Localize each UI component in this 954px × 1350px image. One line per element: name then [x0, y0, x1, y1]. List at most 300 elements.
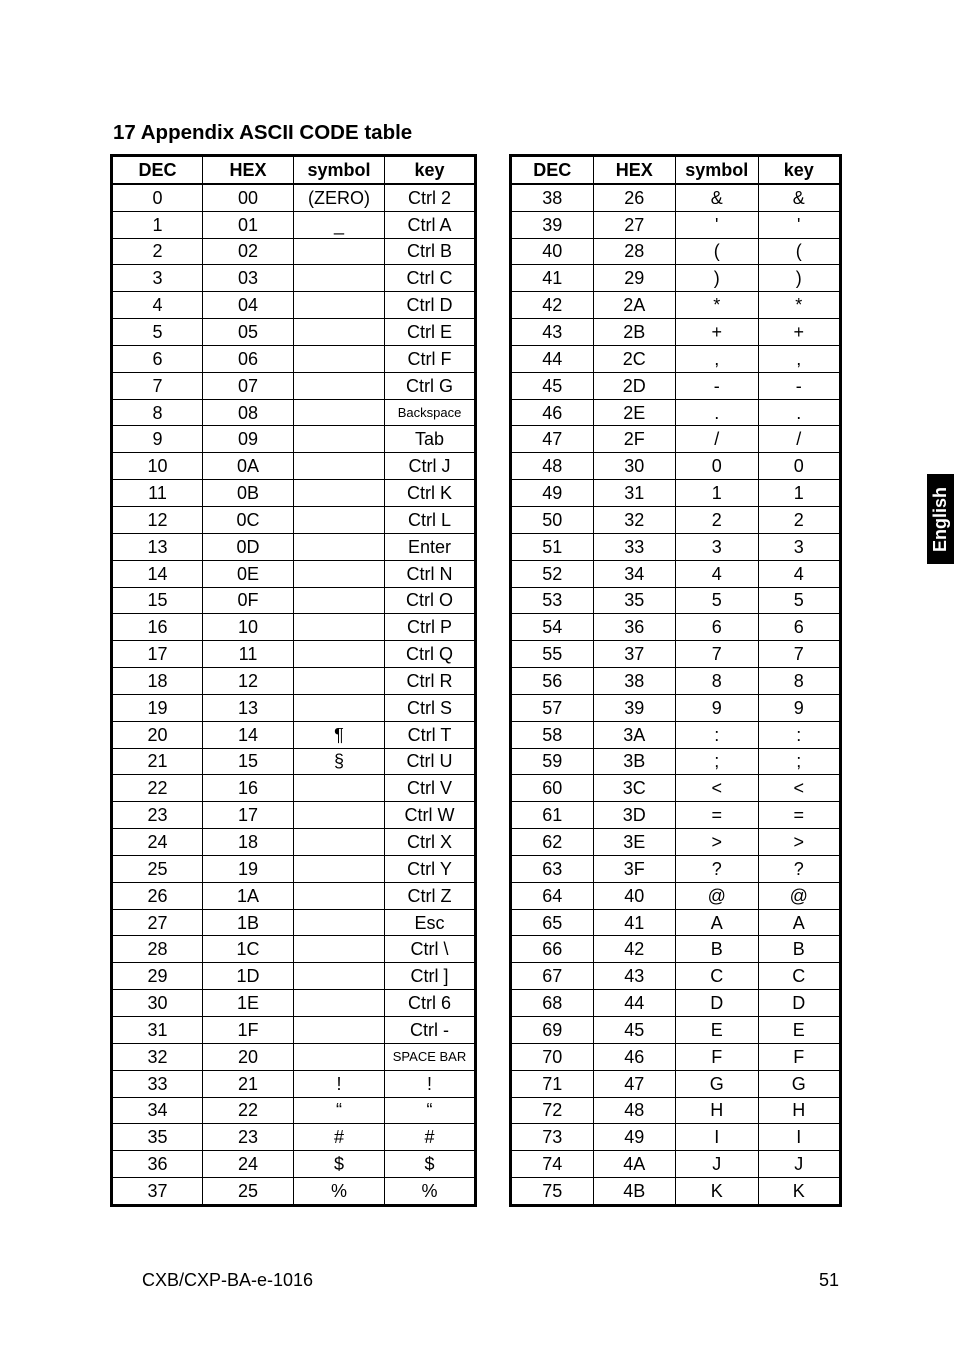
cell-hex: 0D [203, 533, 294, 560]
cell-key: ' [758, 211, 841, 238]
cell-dec: 16 [112, 614, 203, 641]
table-row [112, 963, 476, 990]
cell-hex: 3D [593, 802, 676, 829]
table-row [511, 560, 841, 587]
cell-key: 4 [758, 560, 841, 587]
cell-symbol: - [676, 372, 759, 399]
cell-key: Ctrl A [385, 211, 476, 238]
cell-dec: 30 [112, 990, 203, 1017]
table-row [112, 1124, 476, 1151]
cell-symbol: $ [294, 1151, 385, 1178]
cell-dec: 0 [112, 184, 203, 211]
cell-symbol [294, 990, 385, 1017]
cell-dec: 71 [511, 1070, 594, 1097]
cell-key: Ctrl Y [385, 855, 476, 882]
cell-key: G [758, 1070, 841, 1097]
cell-symbol [294, 963, 385, 990]
cell-dec: 1 [112, 211, 203, 238]
table-row [511, 506, 841, 533]
cell-hex: 31 [593, 480, 676, 507]
cell-dec: 45 [511, 372, 594, 399]
header-key: key [385, 156, 476, 184]
cell-key: 7 [758, 641, 841, 668]
cell-hex: 15 [203, 748, 294, 775]
table-row [112, 668, 476, 695]
cell-dec: 75 [511, 1178, 594, 1206]
cell-dec: 69 [511, 1017, 594, 1044]
cell-hex: 32 [593, 506, 676, 533]
header-dec: DEC [112, 156, 203, 184]
cell-hex: 45 [593, 1017, 676, 1044]
cell-dec: 43 [511, 319, 594, 346]
cell-key: Ctrl L [385, 506, 476, 533]
cell-hex: 07 [203, 372, 294, 399]
cell-symbol: ; [676, 748, 759, 775]
cell-key: Ctrl \ [385, 936, 476, 963]
cell-key: Esc [385, 909, 476, 936]
cell-dec: 41 [511, 265, 594, 292]
cell-hex: 47 [593, 1070, 676, 1097]
header-symbol: symbol [294, 156, 385, 184]
cell-dec: 31 [112, 1017, 203, 1044]
cell-dec: 4 [112, 292, 203, 319]
cell-dec: 19 [112, 694, 203, 721]
table-row [112, 1070, 476, 1097]
cell-symbol [294, 453, 385, 480]
cell-symbol: / [676, 426, 759, 453]
cell-hex: 27 [593, 211, 676, 238]
cell-symbol: 4 [676, 560, 759, 587]
cell-key: Ctrl G [385, 372, 476, 399]
cell-hex: 2B [593, 319, 676, 346]
cell-symbol: B [676, 936, 759, 963]
cell-dec: 65 [511, 909, 594, 936]
cell-key: I [758, 1124, 841, 1151]
cell-key: Ctrl X [385, 829, 476, 856]
cell-dec: 22 [112, 775, 203, 802]
cell-dec: 59 [511, 748, 594, 775]
ascii-table-left [110, 154, 477, 1207]
cell-dec: 23 [112, 802, 203, 829]
cell-key: Ctrl O [385, 587, 476, 614]
cell-dec: 39 [511, 211, 594, 238]
cell-key: = [758, 802, 841, 829]
cell-key: SPACE BAR [385, 1043, 476, 1070]
table-row [112, 560, 476, 587]
cell-key: 8 [758, 668, 841, 695]
cell-key: # [385, 1124, 476, 1151]
cell-key: Ctrl F [385, 345, 476, 372]
cell-symbol: : [676, 721, 759, 748]
cell-hex: 11 [203, 641, 294, 668]
language-tab-label: English [930, 486, 951, 552]
table-row [112, 426, 476, 453]
cell-symbol [294, 668, 385, 695]
cell-hex: 2A [593, 292, 676, 319]
cell-hex: 37 [593, 641, 676, 668]
cell-key: Enter [385, 533, 476, 560]
cell-dec: 72 [511, 1097, 594, 1124]
cell-key: C [758, 963, 841, 990]
cell-dec: 34 [112, 1097, 203, 1124]
cell-dec: 61 [511, 802, 594, 829]
cell-key: Ctrl N [385, 560, 476, 587]
table-row [511, 1097, 841, 1124]
cell-dec: 48 [511, 453, 594, 480]
cell-symbol: + [676, 319, 759, 346]
table-row [511, 265, 841, 292]
cell-symbol [294, 533, 385, 560]
cell-symbol: _ [294, 211, 385, 238]
cell-dec: 25 [112, 855, 203, 882]
cell-dec: 70 [511, 1043, 594, 1070]
cell-hex: 18 [203, 829, 294, 856]
cell-key: Ctrl - [385, 1017, 476, 1044]
cell-hex: 0F [203, 587, 294, 614]
cell-symbol [294, 855, 385, 882]
cell-dec: 9 [112, 426, 203, 453]
cell-hex: 0E [203, 560, 294, 587]
table-row [112, 184, 476, 211]
table-row [112, 453, 476, 480]
cell-hex: 14 [203, 721, 294, 748]
table-row [511, 829, 841, 856]
cell-key: / [758, 426, 841, 453]
cell-key: 9 [758, 694, 841, 721]
cell-key: Ctrl C [385, 265, 476, 292]
cell-symbol [294, 775, 385, 802]
cell-symbol [294, 829, 385, 856]
cell-dec: 28 [112, 936, 203, 963]
cell-dec: 62 [511, 829, 594, 856]
cell-key: Tab [385, 426, 476, 453]
table-row [511, 855, 841, 882]
cell-hex: 1C [203, 936, 294, 963]
cell-key: Ctrl Q [385, 641, 476, 668]
header-row [511, 156, 841, 184]
cell-hex: 36 [593, 614, 676, 641]
cell-symbol: > [676, 829, 759, 856]
cell-dec: 66 [511, 936, 594, 963]
cell-hex: 3B [593, 748, 676, 775]
cell-key: Ctrl V [385, 775, 476, 802]
cell-symbol [294, 265, 385, 292]
cell-dec: 53 [511, 587, 594, 614]
cell-hex: 13 [203, 694, 294, 721]
cell-hex: 2D [593, 372, 676, 399]
cell-symbol [294, 694, 385, 721]
cell-key: : [758, 721, 841, 748]
cell-key: Ctrl T [385, 721, 476, 748]
table-row [511, 319, 841, 346]
cell-key: 3 [758, 533, 841, 560]
cell-hex: 04 [203, 292, 294, 319]
cell-symbol: . [676, 399, 759, 426]
cell-dec: 32 [112, 1043, 203, 1070]
cell-key: Ctrl P [385, 614, 476, 641]
table-body-left [112, 184, 476, 1206]
cell-hex: 4B [593, 1178, 676, 1206]
cell-symbol: ' [676, 211, 759, 238]
cell-symbol: § [294, 748, 385, 775]
cell-hex: 1B [203, 909, 294, 936]
cell-symbol: ! [294, 1070, 385, 1097]
table-row [511, 1070, 841, 1097]
cell-key: Ctrl ] [385, 963, 476, 990]
table-row [112, 1043, 476, 1070]
cell-key: @ [758, 882, 841, 909]
cell-dec: 60 [511, 775, 594, 802]
table-row [112, 211, 476, 238]
cell-dec: 68 [511, 990, 594, 1017]
cell-symbol: 1 [676, 480, 759, 507]
cell-symbol: F [676, 1043, 759, 1070]
cell-symbol: ( [676, 238, 759, 265]
cell-symbol [294, 319, 385, 346]
table-row [112, 641, 476, 668]
cell-symbol [294, 614, 385, 641]
cell-hex: 29 [593, 265, 676, 292]
cell-key: 5 [758, 587, 841, 614]
cell-key: > [758, 829, 841, 856]
table-row [112, 802, 476, 829]
cell-key: Ctrl 6 [385, 990, 476, 1017]
cell-dec: 6 [112, 345, 203, 372]
table-row [112, 694, 476, 721]
table-row [112, 1097, 476, 1124]
cell-key: 2 [758, 506, 841, 533]
cell-key: ) [758, 265, 841, 292]
table-row [112, 936, 476, 963]
cell-key: Ctrl R [385, 668, 476, 695]
cell-symbol [294, 936, 385, 963]
cell-symbol [294, 345, 385, 372]
cell-dec: 33 [112, 1070, 203, 1097]
cell-symbol: & [676, 184, 759, 211]
cell-hex: 2C [593, 345, 676, 372]
cell-dec: 58 [511, 721, 594, 748]
cell-dec: 55 [511, 641, 594, 668]
cell-hex: 33 [593, 533, 676, 560]
table-row [511, 211, 841, 238]
table-row [511, 533, 841, 560]
cell-key: Ctrl B [385, 238, 476, 265]
header-key: key [758, 156, 841, 184]
cell-hex: 05 [203, 319, 294, 346]
table-row [112, 1017, 476, 1044]
cell-hex: 0B [203, 480, 294, 507]
cell-hex: 1E [203, 990, 294, 1017]
cell-symbol: (ZERO) [294, 184, 385, 211]
cell-key: B [758, 936, 841, 963]
header-hex: HEX [203, 156, 294, 184]
cell-symbol: # [294, 1124, 385, 1151]
cell-hex: 25 [203, 1178, 294, 1206]
table-row [112, 533, 476, 560]
cell-dec: 2 [112, 238, 203, 265]
cell-dec: 21 [112, 748, 203, 775]
cell-hex: 48 [593, 1097, 676, 1124]
table-row [511, 990, 841, 1017]
cell-symbol: 2 [676, 506, 759, 533]
cell-symbol: % [294, 1178, 385, 1206]
cell-symbol [294, 506, 385, 533]
cell-dec: 50 [511, 506, 594, 533]
header-dec: DEC [511, 156, 594, 184]
table-row [511, 238, 841, 265]
table-row [511, 399, 841, 426]
table-row [511, 614, 841, 641]
table-row [511, 1151, 841, 1178]
cell-hex: 28 [593, 238, 676, 265]
cell-dec: 17 [112, 641, 203, 668]
table-row [511, 1043, 841, 1070]
cell-key: + [758, 319, 841, 346]
cell-dec: 5 [112, 319, 203, 346]
cell-dec: 20 [112, 721, 203, 748]
table-row [511, 1178, 841, 1206]
cell-hex: 4A [593, 1151, 676, 1178]
cell-hex: 21 [203, 1070, 294, 1097]
cell-symbol [294, 560, 385, 587]
cell-hex: 3C [593, 775, 676, 802]
cell-dec: 3 [112, 265, 203, 292]
cell-dec: 7 [112, 372, 203, 399]
table-row [112, 587, 476, 614]
cell-symbol [294, 426, 385, 453]
table-row [112, 748, 476, 775]
page-title: 17 Appendix ASCII CODE table [113, 121, 413, 144]
cell-dec: 52 [511, 560, 594, 587]
cell-hex: 22 [203, 1097, 294, 1124]
cell-key: A [758, 909, 841, 936]
cell-symbol [294, 1043, 385, 1070]
cell-key: Ctrl W [385, 802, 476, 829]
cell-hex: 26 [593, 184, 676, 211]
cell-hex: 30 [593, 453, 676, 480]
cell-hex: 3E [593, 829, 676, 856]
cell-symbol [294, 641, 385, 668]
cell-hex: 42 [593, 936, 676, 963]
cell-dec: 12 [112, 506, 203, 533]
cell-key: ; [758, 748, 841, 775]
cell-symbol: I [676, 1124, 759, 1151]
cell-key: $ [385, 1151, 476, 1178]
cell-symbol [294, 1017, 385, 1044]
cell-symbol: “ [294, 1097, 385, 1124]
cell-dec: 10 [112, 453, 203, 480]
table-row [112, 909, 476, 936]
cell-key: - [758, 372, 841, 399]
cell-key: H [758, 1097, 841, 1124]
table-row [112, 721, 476, 748]
cell-dec: 51 [511, 533, 594, 560]
cell-dec: 24 [112, 829, 203, 856]
cell-hex: 39 [593, 694, 676, 721]
cell-dec: 40 [511, 238, 594, 265]
table-row [511, 641, 841, 668]
cell-key: Ctrl E [385, 319, 476, 346]
cell-hex: 1F [203, 1017, 294, 1044]
cell-key: E [758, 1017, 841, 1044]
cell-symbol: ) [676, 265, 759, 292]
header-row [112, 156, 476, 184]
cell-dec: 46 [511, 399, 594, 426]
cell-hex: 16 [203, 775, 294, 802]
cell-hex: 08 [203, 399, 294, 426]
cell-symbol: D [676, 990, 759, 1017]
cell-dec: 56 [511, 668, 594, 695]
table-row [112, 265, 476, 292]
cell-symbol [294, 292, 385, 319]
cell-dec: 27 [112, 909, 203, 936]
cell-key: “ [385, 1097, 476, 1124]
ascii-table-right [509, 154, 842, 1207]
cell-key: Ctrl 2 [385, 184, 476, 211]
cell-hex: 06 [203, 345, 294, 372]
cell-key: 1 [758, 480, 841, 507]
cell-dec: 8 [112, 399, 203, 426]
cell-symbol [294, 909, 385, 936]
table-row [112, 399, 476, 426]
cell-dec: 36 [112, 1151, 203, 1178]
cell-dec: 26 [112, 882, 203, 909]
table-row [511, 426, 841, 453]
table-row [511, 1017, 841, 1044]
table-row [511, 748, 841, 775]
cell-key: , [758, 345, 841, 372]
cell-key: 6 [758, 614, 841, 641]
cell-dec: 54 [511, 614, 594, 641]
cell-hex: 01 [203, 211, 294, 238]
cell-symbol: A [676, 909, 759, 936]
cell-hex: 41 [593, 909, 676, 936]
cell-dec: 44 [511, 345, 594, 372]
cell-symbol: ¶ [294, 721, 385, 748]
cell-key: Backspace [385, 399, 476, 426]
table-row [112, 829, 476, 856]
cell-hex: 19 [203, 855, 294, 882]
table-row [511, 775, 841, 802]
cell-symbol: ? [676, 855, 759, 882]
cell-hex: 35 [593, 587, 676, 614]
table-row [112, 345, 476, 372]
cell-hex: 49 [593, 1124, 676, 1151]
cell-symbol: 0 [676, 453, 759, 480]
footer-page-number: 51 [819, 1270, 840, 1290]
cell-hex: 2E [593, 399, 676, 426]
cell-key: ! [385, 1070, 476, 1097]
cell-dec: 73 [511, 1124, 594, 1151]
table-row [511, 936, 841, 963]
table-row [112, 775, 476, 802]
cell-hex: 02 [203, 238, 294, 265]
cell-dec: 15 [112, 587, 203, 614]
table-row [112, 480, 476, 507]
cell-symbol: 6 [676, 614, 759, 641]
table-row [112, 614, 476, 641]
table-row [511, 372, 841, 399]
cell-key: F [758, 1043, 841, 1070]
cell-key: ( [758, 238, 841, 265]
cell-hex: 0A [203, 453, 294, 480]
cell-symbol [294, 802, 385, 829]
table-row [511, 802, 841, 829]
table-row [511, 963, 841, 990]
cell-dec: 18 [112, 668, 203, 695]
cell-dec: 42 [511, 292, 594, 319]
cell-hex: 3F [593, 855, 676, 882]
